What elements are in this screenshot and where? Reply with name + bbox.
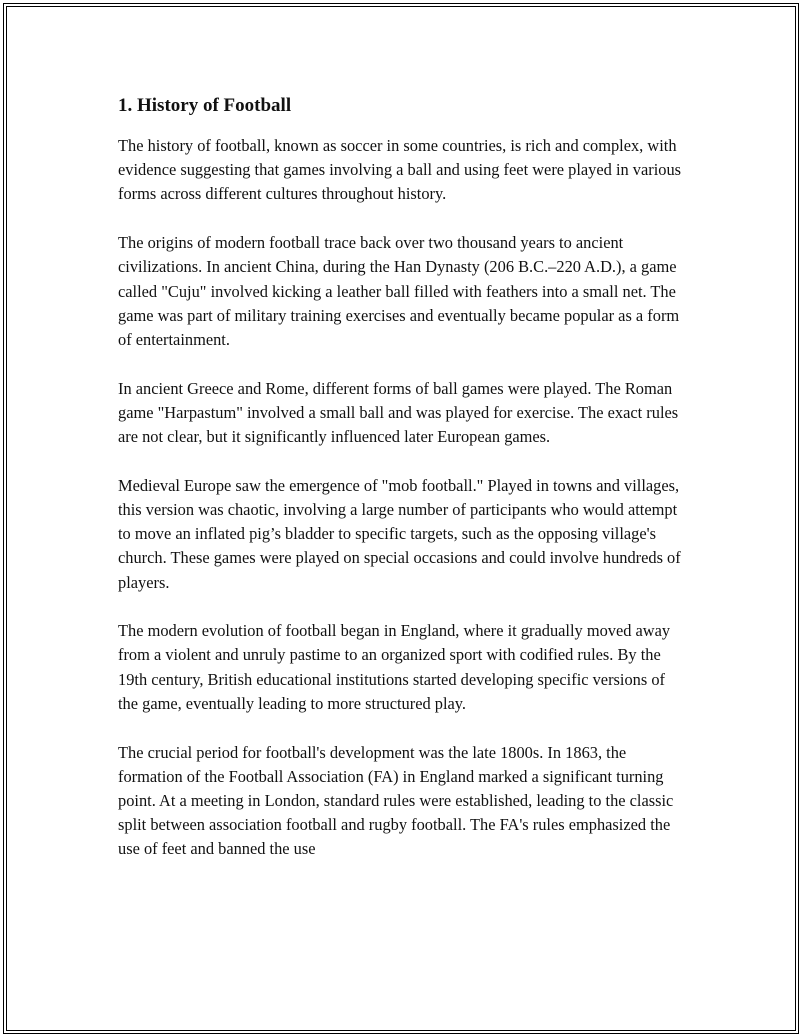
section-heading: 1. History of Football bbox=[118, 95, 292, 116]
paragraph-late-1800s: The crucial period for football's development was the late 1800s. In 1863, the formation of the Football Association (FA) in England marked a significant turning point. At a meeting in London, standard rules were established, leading to the classic split between association football and rugby football. The FA's rules emphasized the use of feet and banned the use bbox=[118, 742, 674, 859]
paragraph-medieval: Medieval Europe saw the emergence of "mob football." Played in towns and villages, this version was chaotic, involving a large number of participants who would attempt to move an inflated pig’s bladder to specific targets, such as the opposing village's church. These games were played on special occasions and could involve hundreds of players. bbox=[118, 475, 681, 592]
paragraph-origins: The origins of modern football trace back over two thousand years to ancient civilizations. In ancient China, during the Han Dynasty (206 B.C.–220 A.D.), a game called "Cuju" involved kicking a leather ball filled with feathers into a small net. The game was part of military training exercises and eventually became popular as a form of entertainment. bbox=[118, 233, 680, 349]
document-body bbox=[118, 93, 688, 886]
paragraph-greece-rome: In ancient Greece and Rome, different forms of ball games were played. The Roman game "Harpastum" involved a small ball and was played for exercise. The exact rules are not clear, but it significantly influenced later European games. bbox=[118, 378, 679, 447]
paragraph-intro: The history of football, known as soccer in some countries, is rich and complex, with evidence suggesting that games involving a ball and using feet were played in various forms across different cultures throughout history. bbox=[118, 136, 682, 204]
paragraph-modern-evolution: The modern evolution of football began in England, where it gradually moved away from a violent and unruly pastime to an organized sport with codified rules. By the 19th century, British educational institutions started developing specific versions of the game, eventually leading to more structured play. bbox=[118, 621, 671, 713]
